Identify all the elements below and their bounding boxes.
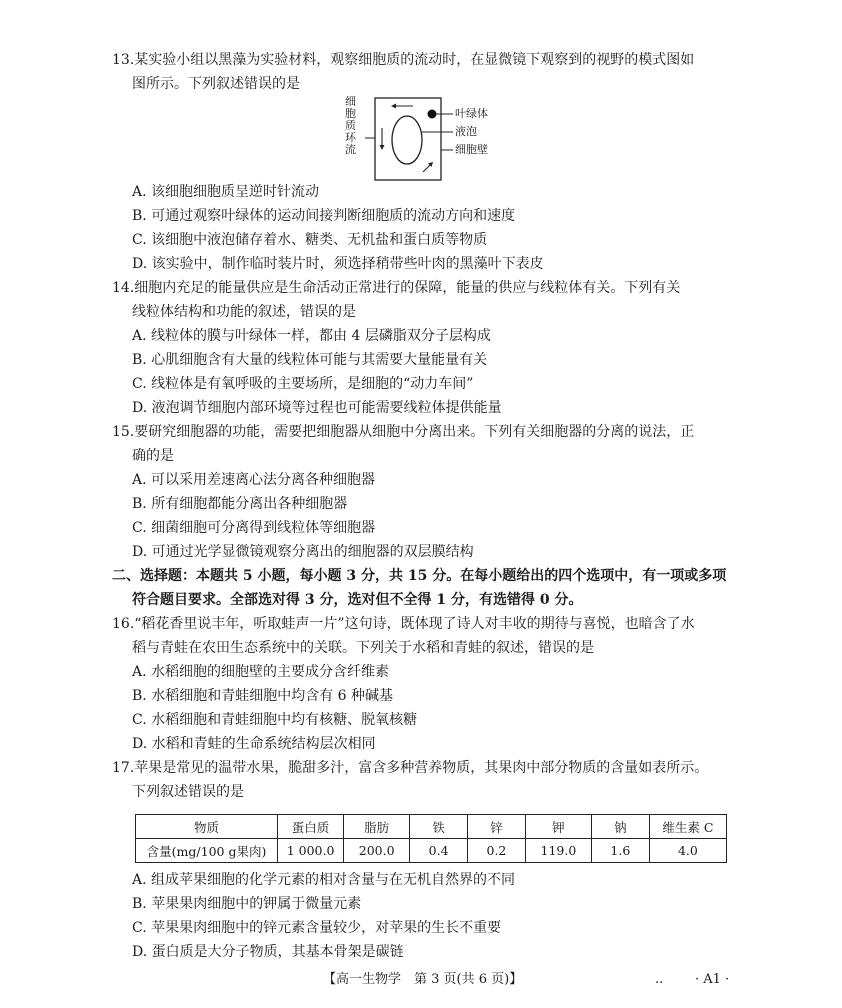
table-row [136,839,727,863]
table-header-cell: 钾 [525,815,591,839]
q15-stem-line1: 15.要研究细胞器的功能，需要把细胞器从细胞中分离出来。下列有关细胞器的分离的说法，正 [112,424,695,440]
q13-option-a: A. 该细胞细胞质呈逆时针流动 [132,184,320,200]
q17-stem-line1: 17.苹果是常见的温带水果，脆甜多汁，富含多种营养物质，其果肉中部分物质的含量如表所示。 [112,760,709,776]
q16-option-c: C. 水稻细胞和青蛙细胞中均有核糖、脱氧核糖 [132,712,418,728]
table-cell: 1.6 [591,839,649,863]
apple-nutrient-table [135,814,727,863]
q13-stem-line1: 13.某实验小组以黑藻为实验材料，观察细胞质的流动时，在显微镜下观察到的视野的模式图如 [112,52,695,68]
q15-stem-line2: 确的是 [132,448,174,464]
table-header-cell: 蛋白质 [278,815,344,839]
vacuole-ellipse [392,116,422,164]
q17-option-a: A. 组成苹果细胞的化学元素的相对含量与在无机自然界的不同 [132,872,516,888]
q14-option-a: A. 线粒体的膜与叶绿体一样，都由 4 层磷脂双分子层构成 [132,328,491,344]
section2-instructions-line2: 符合题目要求。全部选对得 3 分，选对但不全得 1 分，有选错得 0 分。 [132,592,583,608]
table-header-cell: 锌 [468,815,526,839]
label-chloroplast: 叶绿体 [455,107,488,120]
q13-stem-line2: 图所示。下列叙述错误的是 [132,76,300,92]
q16-stem-line1: 16.“稻花香里说丰年，听取蛙声一片”这句诗，既体现了诗人对丰收的期待与喜悦，也暗含了水 [112,616,695,632]
table-header-cell: 物质 [136,815,278,839]
q15-option-a: A. 可以采用差速离心法分离各种细胞器 [132,472,376,488]
table-cell: 200.0 [344,839,410,863]
q15-option-d: D. 可通过光学显微镜观察分离出的细胞器的双层膜结构 [132,544,474,560]
label-vacuole: 液泡 [455,125,477,138]
q16-stem-line2: 稻与青蛙在农田生态系统中的关联。下列关于水稻和青蛙的叙述，错误的是 [132,640,594,656]
q14-option-c: C. 线粒体是有氧呼吸的主要场所，是细胞的“动力车间” [132,376,474,392]
q17-option-b: B. 苹果果肉细胞中的钾属于微量元素 [132,896,362,912]
q17-option-d: D. 蛋白质是大分子物质，其基本骨架是碳链 [132,944,404,960]
table-header-cell: 铁 [410,815,468,839]
table-cell: 含量(mg/100 g果肉) [136,839,278,863]
q16-option-a: A. 水稻细胞的细胞壁的主要成分含纤维素 [132,664,390,680]
table-header-cell: 脂肪 [344,815,410,839]
footer-dots: .. [655,972,664,987]
table-header-cell: 钠 [591,815,649,839]
q16-option-d: D. 水稻和青蛙的生命系统结构层次相同 [132,736,376,752]
q17-option-c: C. 苹果果肉细胞中的锌元素含量较少，对苹果的生长不重要 [132,920,502,936]
label-cell-wall: 细胞壁 [455,143,488,156]
q14-stem-line1: 14.细胞内充足的能量供应是生命活动正常进行的保障，能量的供应与线粒体有关。下列有关 [112,280,681,296]
q14-stem-line2: 线粒体结构和功能的叙述，错误的是 [132,304,356,320]
q15-option-b: B. 所有细胞都能分离出各种细胞器 [132,496,348,512]
q16-option-b: B. 水稻细胞和青蛙细胞中均含有 6 种碱基 [132,688,393,704]
q14-option-b: B. 心肌细胞含有大量的线粒体可能与其需要大量能量有关 [132,352,488,368]
section2-instructions-line1: 二、选择题：本题共 5 小题，每小题 3 分，共 15 分。在每小题给出的四个选项中，有一项或多项 [112,568,727,584]
table-header-cell: 维生素 C [649,815,726,839]
table-row [136,815,727,839]
q13-option-b: B. 可通过观察叶绿体的运动间接判断细胞质的流动方向和速度 [132,208,516,224]
figure-label-cytoplasm-streaming: 细胞质环流 [345,95,356,156]
footer-page-info: 【高一生物学 第 3 页(共 6 页)】 [323,972,523,987]
q17-stem-line2: 下列叙述错误的是 [132,784,244,800]
table-cell: 0.2 [468,839,526,863]
q15-option-c: C. 细菌细胞可分离得到线粒体等细胞器 [132,520,376,536]
table-cell: 4.0 [649,839,726,863]
q14-option-d: D. 液泡调节细胞内部环境等过程也可能需要线粒体提供能量 [132,400,502,416]
cytoplasm-streaming-figure [345,96,505,184]
table-cell: 119.0 [525,839,591,863]
table-cell: 1 000.0 [278,839,344,863]
table-cell: 0.4 [410,839,468,863]
q13-option-d: D. 该实验中，制作临时装片时，须选择稍带些叶肉的黑藻叶下表皮 [132,256,544,272]
chloroplast-dot [428,110,437,119]
q13-option-c: C. 该细胞中液泡储存着水、糖类、无机盐和蛋白质等物质 [132,232,488,248]
footer-code: · A1 · [695,972,730,987]
